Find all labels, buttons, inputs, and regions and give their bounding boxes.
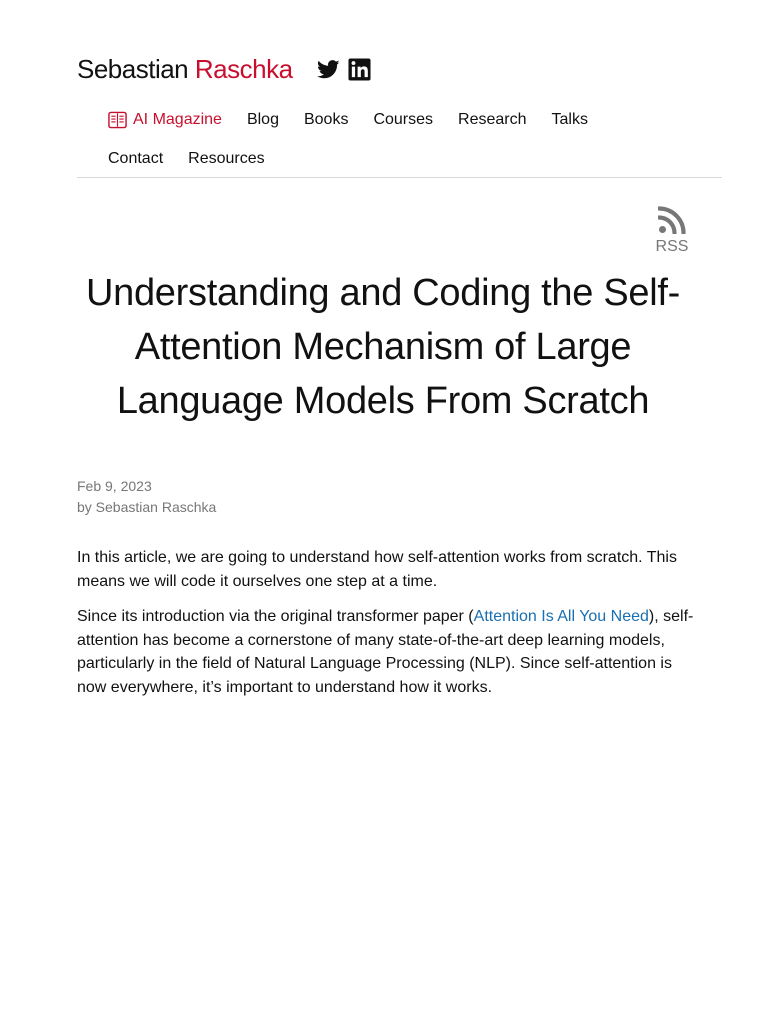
nav-row-2 (108, 139, 708, 178)
header-divider (77, 177, 722, 178)
attention-paper-link[interactable]: Attention Is All You Need (473, 608, 649, 625)
nav-item-contact[interactable]: Contact (108, 149, 164, 167)
linkedin-link[interactable] (348, 58, 371, 81)
article-paragraph-1: In this article, we are going to understand how self-attention works from scratch. This means we will code it ourselves one step at a time. (77, 549, 677, 590)
rss-icon (658, 206, 686, 234)
nav-item-ai-magazine[interactable] (108, 111, 222, 129)
nav-row-1 (108, 100, 708, 139)
article-title: Understanding and Coding the Self-Attention Mechanism of Large Language Models From Scratch (86, 272, 680, 422)
nav-item-research[interactable]: Research (458, 110, 527, 128)
main-nav (108, 100, 708, 178)
nav-label-ai-magazine: AI Magazine (133, 110, 222, 128)
article-paragraph-2 (77, 605, 697, 699)
rss-label: RSS (655, 238, 689, 255)
site-title-last: Raschka (194, 54, 293, 84)
rss-link[interactable] (650, 206, 694, 256)
site-title-first: Sebastian (77, 54, 189, 84)
article-author: by Sebastian Raschka (77, 499, 217, 515)
paragraph-2-text-before: Since its introduction via the original transformer paper ( (77, 608, 474, 625)
site-title-link[interactable] (77, 54, 293, 85)
linkedin-icon (348, 58, 371, 81)
magazine-icon (108, 111, 127, 129)
twitter-icon (317, 60, 340, 79)
article-date: Feb 9, 2023 (77, 478, 152, 494)
site-header (77, 54, 371, 85)
social-links (317, 58, 371, 81)
nav-item-talks[interactable]: Talks (551, 110, 588, 128)
article-content (77, 546, 697, 711)
article-meta (77, 476, 216, 518)
nav-item-blog[interactable]: Blog (246, 110, 279, 128)
nav-item-courses[interactable]: Courses (373, 110, 434, 128)
twitter-link[interactable] (317, 60, 340, 79)
nav-item-resources[interactable]: Resources (188, 149, 265, 167)
nav-item-books[interactable]: Books (303, 110, 349, 128)
paragraph-2-text-after: ), self-attention has become a cornerstone of many state-of-the-art deep learning models, particularly in the field of Natural Language Processing (NLP). Since self-attention is now everywhere, it’s important to understand how it works. (77, 608, 694, 696)
